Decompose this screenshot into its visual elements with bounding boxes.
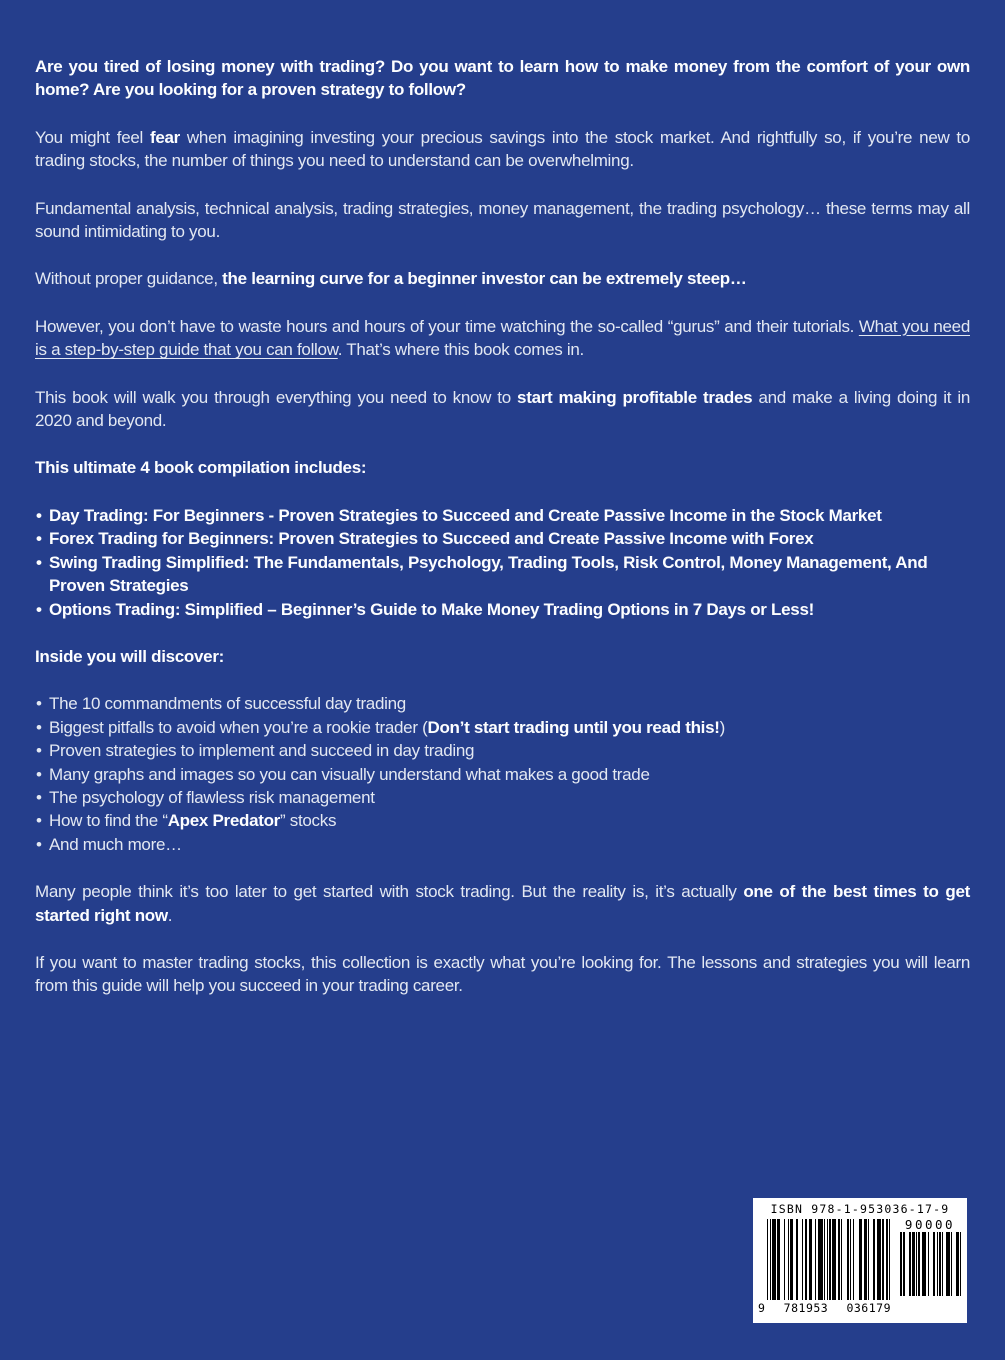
- text-segment: However, you don’t have to waste hours and hours of your time watching the so-called “gurus” and their tutorials.: [35, 316, 859, 336]
- text-segment: The psychology of flawless risk management: [49, 787, 375, 807]
- text-segment: Are you tired of losing money with trading? Do you want to learn how to make money from the comfort of your own home? Are you looking for a proven strategy to follow?: [35, 57, 970, 100]
- closing-paragraph: [35, 951, 970, 998]
- discover-list-item: [35, 786, 970, 809]
- text-segment: Without proper guidance,: [35, 269, 223, 289]
- discover-list-item: [35, 739, 970, 762]
- book-list-item: [35, 551, 970, 598]
- text-segment: How to find the “: [49, 811, 168, 831]
- discover-list-item: [35, 809, 970, 832]
- text-segment: Fundamental analysis, technical analysis, trading strategies, money management, the trading psychology… these terms may all sound intimidating to you.: [35, 198, 970, 242]
- barcode-price-code: 90000: [904, 1217, 956, 1232]
- text-segment: What you need is a step-by-step guide that you can follow: [35, 316, 970, 360]
- discover-list: [35, 692, 970, 856]
- discover-list-item: [35, 692, 970, 715]
- text-segment: the learning curve for a beginner investor can be extremely steep…: [222, 269, 747, 289]
- text-segment: Don’t start trading until you read this!: [427, 717, 720, 737]
- barcode-bar: [960, 1232, 961, 1296]
- barcode-digits: [758, 1301, 891, 1315]
- barcode-digit-group: 036179: [846, 1301, 891, 1315]
- text-segment: And much more…: [49, 834, 182, 854]
- book-list: [35, 504, 970, 621]
- gurus-paragraph: [35, 315, 970, 362]
- text-segment: Many graphs and images so you can visually understand what makes a good trade: [49, 764, 650, 784]
- text-segment: Apex Predator: [167, 811, 280, 831]
- text-segment: Day Trading: For Beginners - Proven Strategies to Succeed and Create Passive Income in the Stock Market: [49, 505, 882, 525]
- intro-hook-paragraph: [35, 55, 970, 102]
- ean13-barcode: [767, 1219, 890, 1300]
- text-segment: Proven strategies to implement and succeed in day trading: [49, 741, 475, 761]
- text-segment: when imagining investing your precious savings into the stock market. And rightfully so, if you’re new to trading stocks, the number of things you need to understand can be overwhelming.: [35, 127, 970, 171]
- discover-heading: [35, 645, 970, 668]
- text-segment: This ultimate 4 book compilation includes:: [35, 458, 367, 478]
- text-segment: Options Trading: Simplified – Beginner’s Guide to Make Money Trading Options in 7 Days or Less!: [49, 599, 814, 619]
- text-segment: ): [719, 717, 725, 737]
- discover-list-item: [35, 833, 970, 856]
- terms-paragraph: [35, 197, 970, 244]
- text-segment: If you want to master trading stocks, this collection is exactly what you’re looking for. The lessons and strategies you will learn from this guide will help you succeed in your trading career.: [35, 952, 970, 996]
- text-segment: Many people think it’s too later to get started with stock trading. But the reality is, it’s actually: [35, 882, 744, 902]
- text-segment: . That’s where this book comes in.: [337, 340, 584, 360]
- text-segment: Swing Trading Simplified: The Fundamentals, Psychology, Trading Tools, Risk Control, Money Management, And Proven Strategies: [49, 552, 928, 596]
- isbn-number: ISBN 978-1-953036-17-9: [770, 1202, 950, 1216]
- too-late-paragraph: [35, 880, 970, 927]
- text-segment: and make a living doing it in 2020 and beyond.: [35, 387, 970, 431]
- ean5-addon-barcode: [899, 1232, 961, 1296]
- text-segment: ” stocks: [280, 811, 337, 831]
- discover-list-item: [35, 716, 970, 739]
- text-segment: Forex Trading for Beginners: Proven Strategies to Succeed and Create Passive Income with Forex: [49, 529, 814, 549]
- book-promise-paragraph: [35, 386, 970, 433]
- text-segment: fear: [149, 127, 180, 147]
- text-segment: .: [167, 905, 173, 925]
- text-segment: This book will walk you through everything you need to know to: [35, 387, 518, 407]
- text-segment: Biggest pitfalls to avoid when you’re a rookie trader (: [49, 717, 428, 737]
- isbn-barcode-panel: [753, 1198, 967, 1323]
- text-segment: one of the best times to get started right now: [35, 882, 970, 925]
- compilation-heading: [35, 456, 970, 479]
- barcode-digit-group: 781953: [783, 1301, 829, 1315]
- book-list-item: [35, 598, 970, 621]
- barcode-bar: [889, 1219, 890, 1300]
- text-segment: You might feel: [35, 127, 150, 147]
- book-list-item: [35, 527, 970, 550]
- text-segment: The 10 commandments of successful day trading: [49, 694, 406, 714]
- fear-paragraph: [35, 126, 970, 173]
- text-segment: start making profitable trades: [517, 387, 753, 407]
- book-list-item: [35, 504, 970, 527]
- back-cover-text: [35, 55, 970, 1022]
- guidance-paragraph: [35, 267, 970, 290]
- barcode-digit-group: 9: [758, 1301, 766, 1315]
- text-segment: Inside you will discover:: [35, 646, 224, 666]
- discover-list-item: [35, 763, 970, 786]
